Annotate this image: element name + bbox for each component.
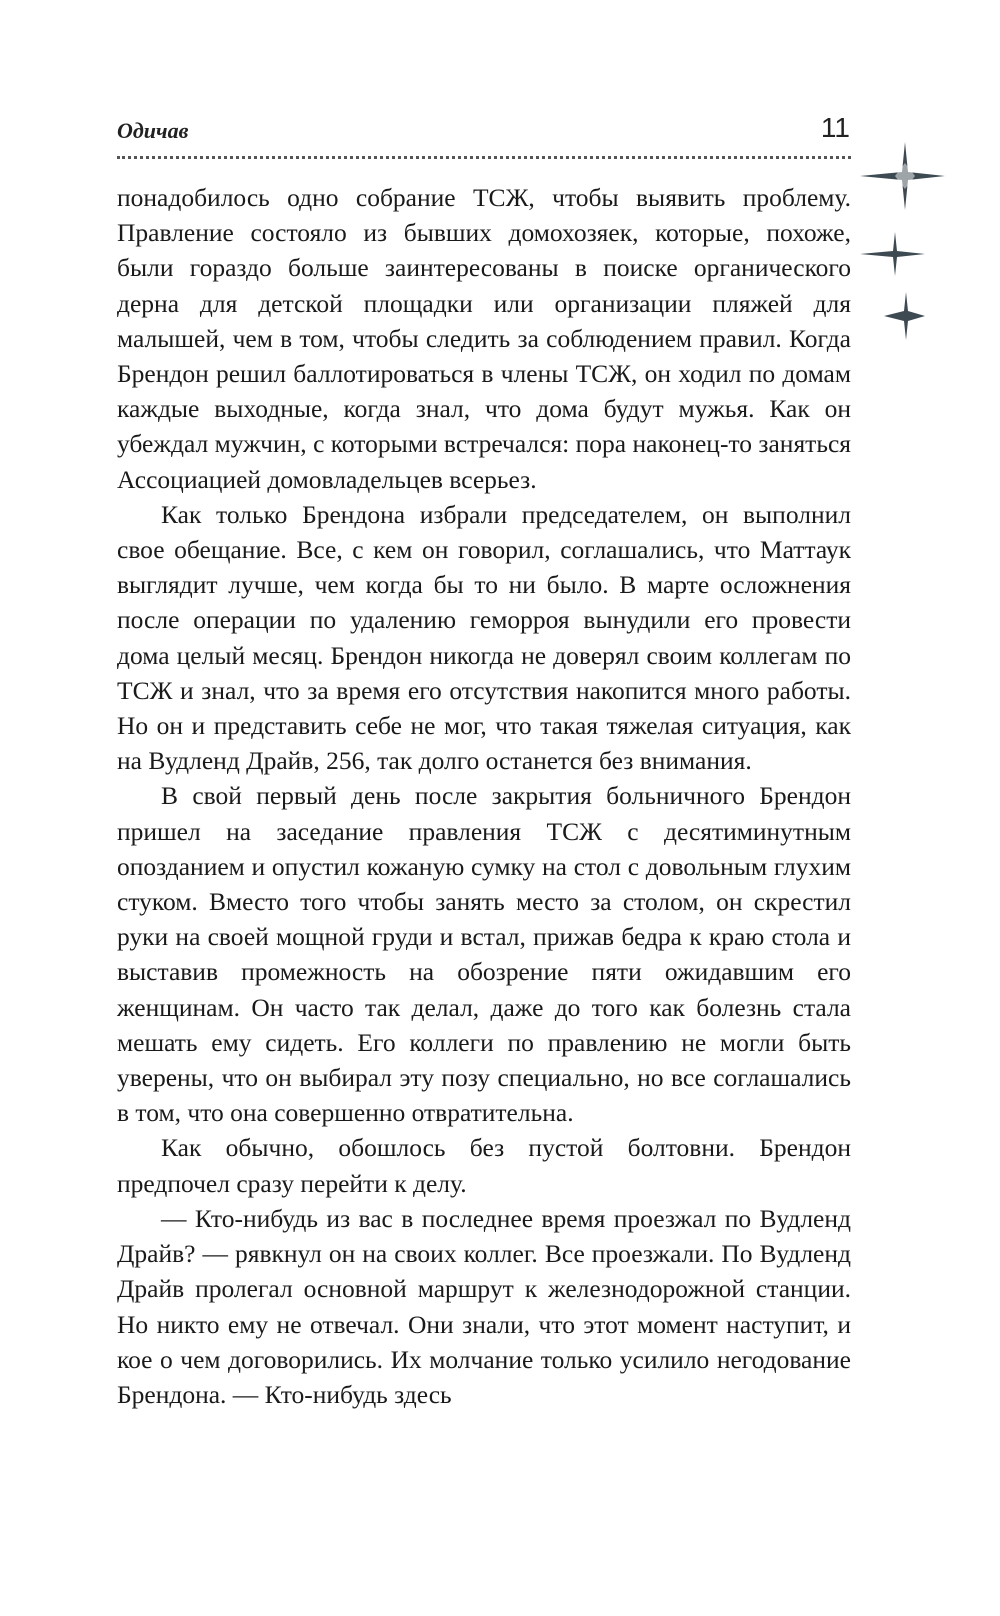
page-number: 11 xyxy=(820,112,850,143)
sparkle-star-icon xyxy=(860,232,925,276)
sparkle-star-icon xyxy=(860,142,945,210)
body-text xyxy=(117,180,851,1412)
paragraph: Как обычно, обошлось без пустой болтовни. Брендон предпочел сразу перейти к делу. xyxy=(117,1133,851,1198)
paragraph: понадобилось одно собрание ТСЖ, чтобы выявить проблему. Правление состояло из бывших домохозяек, которые, похоже, были гораздо больше заинтересованы в поиске органического дерна для детской площадки или организации пляжей для малышей, чем в том, чтобы следить за соблюдением правил. Когда Брендон решил баллотироваться в члены ТСЖ, он ходил по домам каждые выходные, когда знал, что дома будут мужья. Как он убеждал мужчин, с которыми встречался: пора наконец-то заняться Ассоциацией домовладельцев всерьез. xyxy=(117,183,851,494)
header-dotted-rule xyxy=(117,156,851,159)
paragraph: В свой первый день после закрытия больничного Брендон пришел на заседание правления ТСЖ с десятиминутным опозданием и опустил кожаную сумку на стол с довольным глухим стуком. Вместо того чтобы занять место за столом, он скрестил руки на своей мощной груди и встал, прижав бедра к краю стола и выставив промежность на обозрение пяти ожидавшим его женщинам. Он часто так делал, даже до того как болезнь стала мешать ему сидеть. Его коллеги по правлению не могли быть уверены, что он выбирал эту позу специально, но все соглашались в том, что она совершенно отвратительна. xyxy=(117,781,851,1128)
running-head-title: Одичав xyxy=(117,118,189,143)
sparkle-star-icon xyxy=(884,292,925,340)
paragraph: Как только Брендона избрали председателем, он выполнил свое обещание. Все, с кем он говорил, соглашались, что Маттаук выглядит лучше, чем когда бы то ни было. В марте осложнения после операции по удалению геморроя вынудили его провести дома целый месяц. Брендон никогда не доверял своим коллегам по ТСЖ и знал, что за время его отсутствия накопится много работы. Но он и представить себе не мог, что такая тяжелая ситуация, как на Вудленд Драйв, 256, так долго останется без внимания. xyxy=(117,499,851,776)
paragraph: — Кто-нибудь из вас в последнее время проезжал по Вудленд Драйв? — рявкнул он на своих коллег. Все проезжали. По Вудленд Драйв пролегал основной маршрут к железнодорожной станции. Но никто ему не отвечал. Они знали, что этот момент наступит, и кое о чем договорились. Их молчание только усилило негодование Брендона. — Кто-нибудь здесь xyxy=(117,1203,851,1409)
